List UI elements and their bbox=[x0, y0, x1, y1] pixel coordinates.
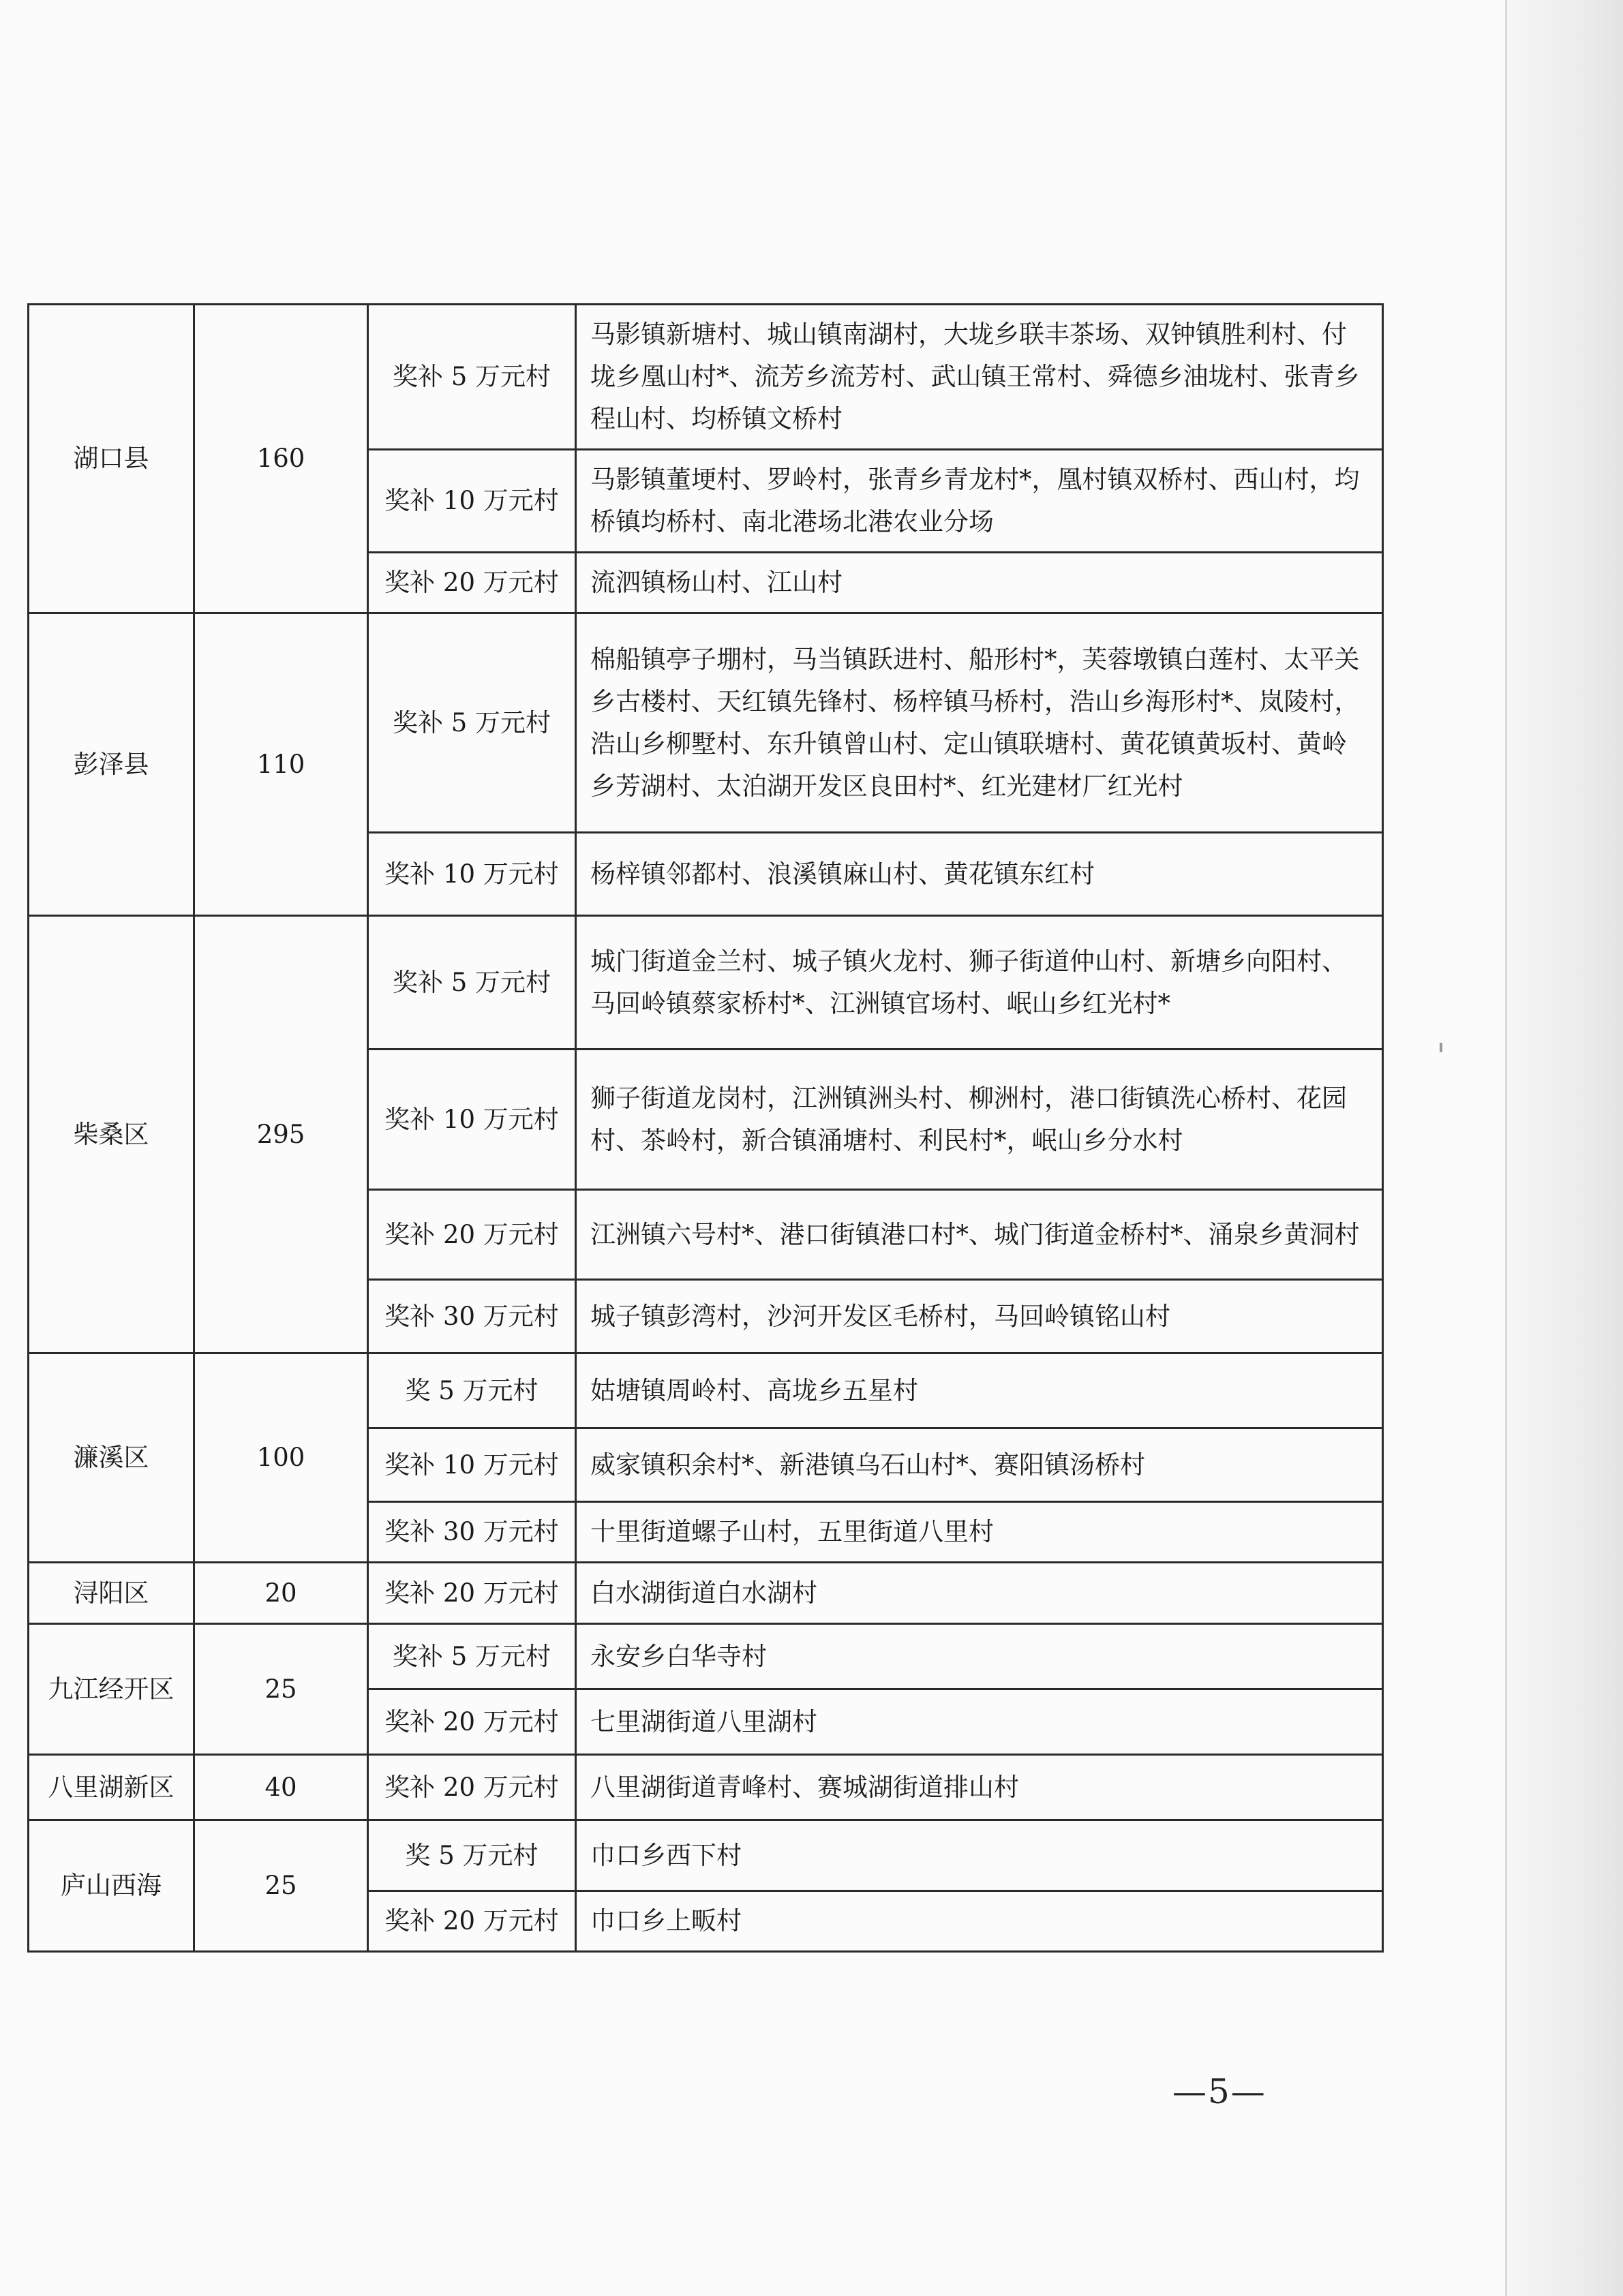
village-list-cell: 七里湖街道八里湖村 bbox=[576, 1689, 1383, 1755]
table-row bbox=[29, 1624, 1383, 1689]
village-list-cell: 城子镇彭湾村，沙河开发区毛桥村，马回岭镇铭山村 bbox=[576, 1280, 1383, 1353]
award-tier-cell: 奖补 30 万元村 bbox=[368, 1280, 576, 1353]
table-row bbox=[29, 613, 1383, 833]
award-tier-cell: 奖补 10 万元村 bbox=[368, 1428, 576, 1502]
award-tier-cell: 奖补 20 万元村 bbox=[368, 553, 576, 613]
award-tier-cell: 奖补 20 万元村 bbox=[368, 1563, 576, 1624]
table-body bbox=[29, 305, 1383, 1952]
region-cell: 浔阳区 bbox=[29, 1563, 194, 1624]
award-tier-cell: 奖 5 万元村 bbox=[368, 1820, 576, 1891]
amount-cell: 295 bbox=[194, 916, 368, 1353]
award-tier-cell: 奖补 10 万元村 bbox=[368, 450, 576, 553]
scan-page-edge bbox=[1507, 0, 1623, 2296]
village-list-cell: 流泗镇杨山村、江山村 bbox=[576, 553, 1383, 613]
award-tier-cell: 奖补 10 万元村 bbox=[368, 833, 576, 916]
village-list-cell: 巾口乡上畈村 bbox=[576, 1891, 1383, 1952]
amount-cell: 110 bbox=[194, 613, 368, 916]
award-villages-table bbox=[27, 303, 1384, 1953]
table-row bbox=[29, 305, 1383, 450]
village-list-cell: 白水湖街道白水湖村 bbox=[576, 1563, 1383, 1624]
award-tier-cell: 奖 5 万元村 bbox=[368, 1353, 576, 1428]
village-list-cell: 城门街道金兰村、城子镇火龙村、狮子街道仲山村、新塘乡向阳村、马回岭镇蔡家桥村*、江洲镇官场村、岷山乡红光村* bbox=[576, 916, 1383, 1050]
region-cell: 湖口县 bbox=[29, 305, 194, 613]
table-row bbox=[29, 1820, 1383, 1891]
award-tier-cell: 奖补 5 万元村 bbox=[368, 1624, 576, 1689]
village-list-cell: 威家镇积余村*、新港镇乌石山村*、赛阳镇汤桥村 bbox=[576, 1428, 1383, 1502]
table-row bbox=[29, 1353, 1383, 1428]
village-list-cell: 永安乡白华寺村 bbox=[576, 1624, 1383, 1689]
village-list-cell: 狮子街道龙岗村，江洲镇洲头村、柳洲村，港口街镇洗心桥村、花园村、茶岭村，新合镇涌塘村、利民村*，岷山乡分水村 bbox=[576, 1050, 1383, 1190]
village-list-cell: 姑塘镇周岭村、高垅乡五星村 bbox=[576, 1353, 1383, 1428]
amount-cell: 20 bbox=[194, 1563, 368, 1624]
region-cell: 彭泽县 bbox=[29, 613, 194, 916]
village-list-cell: 马影镇新塘村、城山镇南湖村，大垅乡联丰茶场、双钟镇胜利村、付垅乡凰山村*、流芳乡流芳村、武山镇王常村、舜德乡油垅村、张青乡程山村、均桥镇文桥村 bbox=[576, 305, 1383, 450]
village-list-cell: 杨梓镇邻都村、浪溪镇麻山村、黄花镇东红村 bbox=[576, 833, 1383, 916]
award-tier-cell: 奖补 5 万元村 bbox=[368, 916, 576, 1050]
award-tier-cell: 奖补 30 万元村 bbox=[368, 1502, 576, 1563]
award-tier-cell: 奖补 20 万元村 bbox=[368, 1190, 576, 1280]
region-cell: 九江经开区 bbox=[29, 1624, 194, 1755]
region-cell: 柴桑区 bbox=[29, 916, 194, 1353]
table-row bbox=[29, 1563, 1383, 1624]
amount-cell: 100 bbox=[194, 1353, 368, 1563]
table-row bbox=[29, 1755, 1383, 1820]
award-tier-cell: 奖补 5 万元村 bbox=[368, 613, 576, 833]
page-number: —5— bbox=[1172, 2072, 1266, 2111]
scan-speck bbox=[1440, 1043, 1442, 1052]
table-row bbox=[29, 916, 1383, 1050]
village-list-cell: 棉船镇亭子堋村，马当镇跃进村、船形村*，芙蓉墩镇白莲村、太平关乡古楼村、天红镇先锋村、杨梓镇马桥村，浩山乡海形村*、岚陵村，浩山乡柳墅村、东升镇曾山村、定山镇联塘村、黄花镇黄坂村、黄岭乡芳湖村、太泊湖开发区良田村*、红光建材厂红光村 bbox=[576, 613, 1383, 833]
village-list-cell: 江洲镇六号村*、港口街镇港口村*、城门街道金桥村*、涌泉乡黄洞村 bbox=[576, 1190, 1383, 1280]
village-list-cell: 十里街道螺子山村，五里街道八里村 bbox=[576, 1502, 1383, 1563]
award-tier-cell: 奖补 20 万元村 bbox=[368, 1891, 576, 1952]
amount-cell: 25 bbox=[194, 1624, 368, 1755]
award-tier-cell: 奖补 10 万元村 bbox=[368, 1050, 576, 1190]
award-tier-cell: 奖补 20 万元村 bbox=[368, 1755, 576, 1820]
village-list-cell: 巾口乡西下村 bbox=[576, 1820, 1383, 1891]
region-cell: 八里湖新区 bbox=[29, 1755, 194, 1820]
village-list-cell: 八里湖街道青峰村、赛城湖街道排山村 bbox=[576, 1755, 1383, 1820]
amount-cell: 40 bbox=[194, 1755, 368, 1820]
amount-cell: 160 bbox=[194, 305, 368, 613]
region-cell: 庐山西海 bbox=[29, 1820, 194, 1952]
award-tier-cell: 奖补 20 万元村 bbox=[368, 1689, 576, 1755]
village-list-cell: 马影镇董埂村、罗岭村，张青乡青龙村*，凰村镇双桥村、西山村，均桥镇均桥村、南北港场北港农业分场 bbox=[576, 450, 1383, 553]
amount-cell: 25 bbox=[194, 1820, 368, 1952]
award-tier-cell: 奖补 5 万元村 bbox=[368, 305, 576, 450]
region-cell: 濂溪区 bbox=[29, 1353, 194, 1563]
